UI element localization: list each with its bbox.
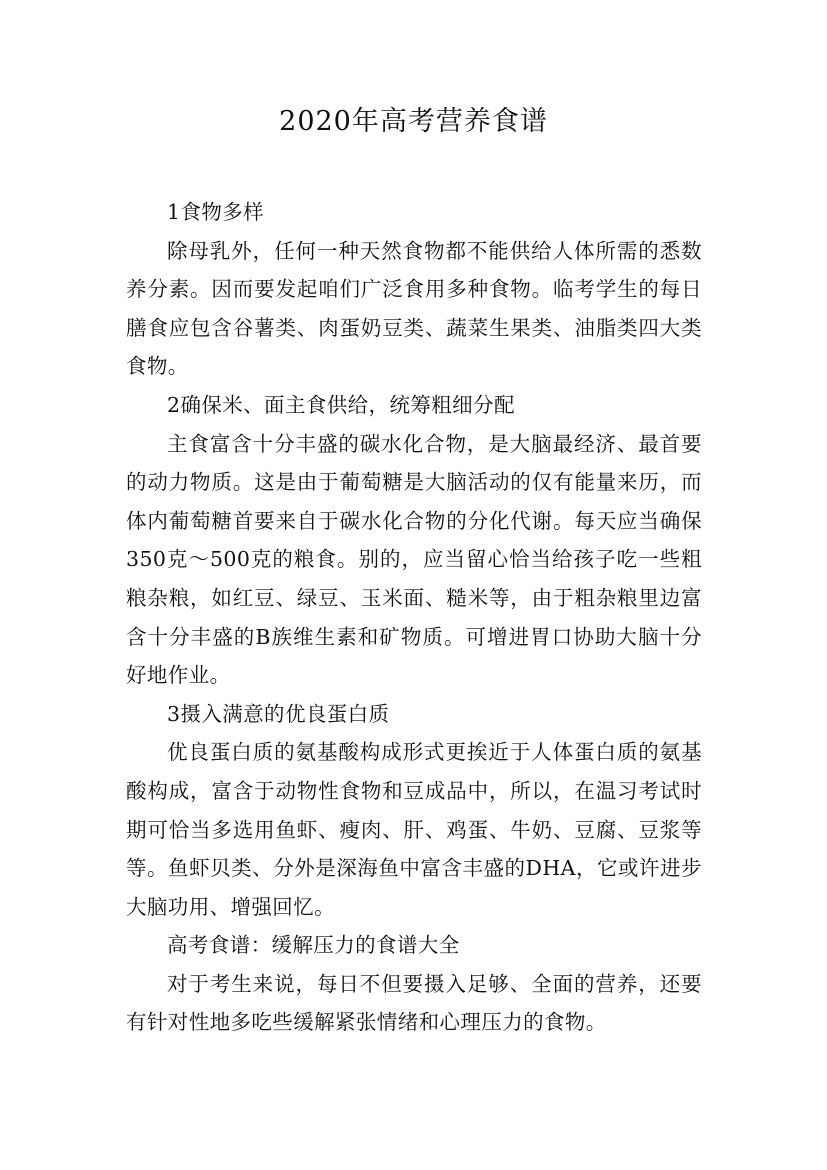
paragraph-protein: 优良蛋白质的氨基酸构成形式更挨近于人体蛋白质的氨基酸构成，富含于动物性食物和豆成品中，所以，在温习考试时期可恰当多选用鱼虾、瘦肉、肝、鸡蛋、牛奶、豆腐、豆浆等等。鱼虾贝类、分外是深海鱼中富含丰盛的DHA，它或许进步大脑功用、增强回忆。 <box>126 740 702 919</box>
paragraph-staple-food: 主食富含十分丰盛的碳水化合物，是大脑最经济、最首要的动力物质。这是由于葡萄糖是大脑活动的仅有能量来历，而体内葡萄糖首要来自于碳水化合物的分化代谢。每天应当确保350克～500克的粮食。别的，应当留心恰当给孩子吃一些粗粮杂粮，如红豆、绿豆、玉米面、糙米等，由于粗杂粮里边富含十分丰盛的B族维生素和矿物质。可增进胃口协助大脑十分好地作业。 <box>126 431 702 688</box>
document-title: 2020年高考营养食谱 <box>279 106 548 137</box>
section-heading-stress-recipes: 高考食谱：缓解压力的食谱大全 <box>167 933 460 958</box>
section-heading-protein: 3摄入满意的优良蛋白质 <box>167 701 390 726</box>
section-heading-food-variety: 1食物多样 <box>167 200 265 224</box>
document-body <box>126 193 702 1042</box>
paragraph-stress-recipes: 对于考生来说，每日不但要摄入足够、全面的营养，还要有针对性地多吃些缓解紧张情绪和心理压力的食物。 <box>126 971 702 1035</box>
paragraph-food-variety: 除母乳外，任何一种天然食物都不能供给人体所需的悉数养分素。因而要发起咱们广泛食用多种食物。临考学生的每日膳食应包含谷薯类、肉蛋奶豆类、蔬菜生果类、油脂类四大类食物。 <box>126 238 702 379</box>
section-heading-staple-food: 2确保米、面主食供给，统筹粗细分配 <box>167 392 515 417</box>
